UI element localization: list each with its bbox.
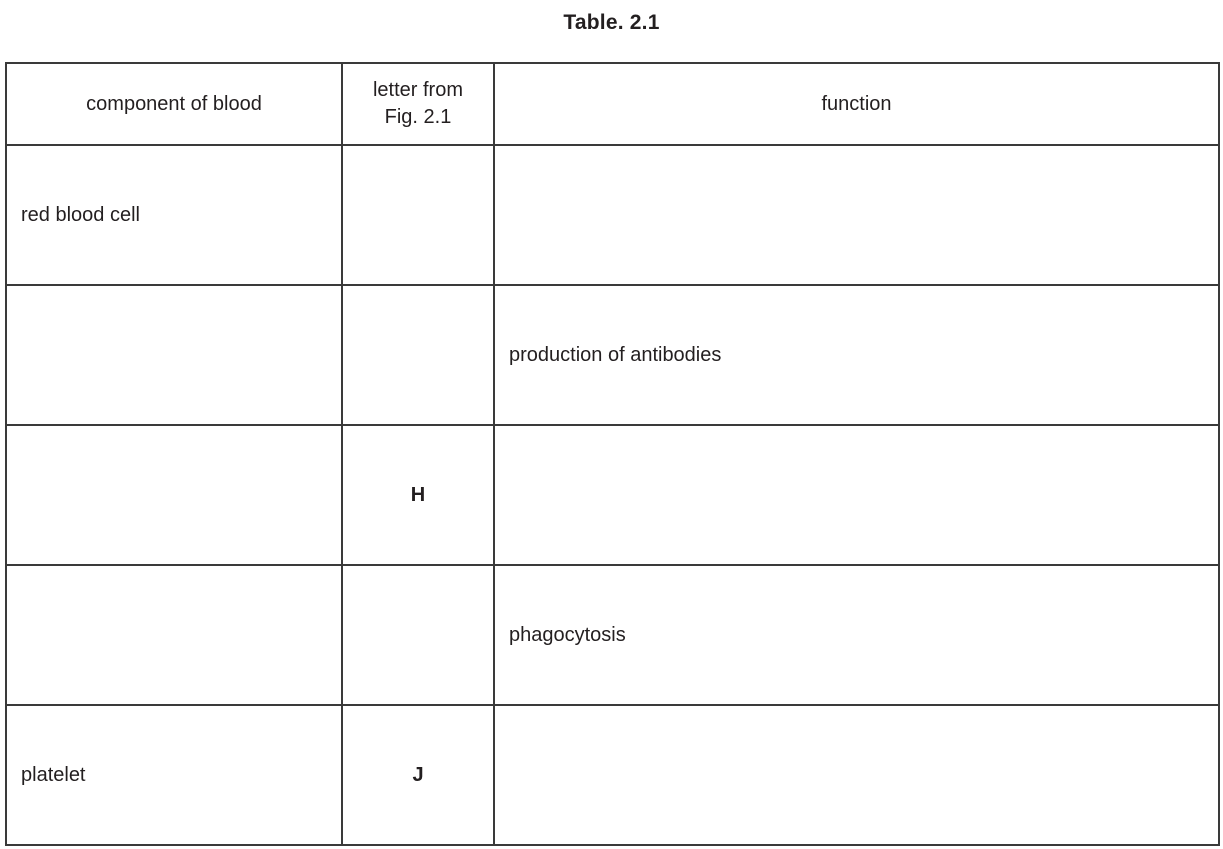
cell-letter[interactable]	[342, 285, 494, 425]
cell-function[interactable]: phagocytosis	[494, 565, 1219, 705]
cell-letter[interactable]	[342, 145, 494, 285]
table-header-row	[6, 63, 1219, 145]
cell-component[interactable]: platelet	[6, 705, 342, 845]
header-letter-line-1: letter from	[372, 79, 464, 101]
header-function: function	[494, 63, 1219, 145]
cell-letter[interactable]: H	[342, 425, 494, 565]
table-row	[6, 705, 1219, 845]
table-body	[6, 145, 1219, 845]
table-row	[6, 145, 1219, 285]
cell-function[interactable]	[494, 145, 1219, 285]
cell-function[interactable]	[494, 705, 1219, 845]
header-letter-line-2: Fig. 2.1	[384, 106, 452, 128]
table-row	[6, 285, 1219, 425]
cell-letter[interactable]: J	[342, 705, 494, 845]
cell-letter[interactable]	[342, 565, 494, 705]
header-letter-from-fig	[342, 63, 494, 145]
cell-component[interactable]	[6, 285, 342, 425]
cell-function[interactable]: production of antibodies	[494, 285, 1219, 425]
blood-components-table	[5, 62, 1220, 846]
cell-component[interactable]	[6, 425, 342, 565]
table-container	[5, 62, 1218, 846]
cell-component[interactable]: red blood cell	[6, 145, 342, 285]
table-caption: Table. 2.1	[563, 11, 660, 34]
cell-component[interactable]	[6, 565, 342, 705]
table-row	[6, 425, 1219, 565]
header-component-of-blood: component of blood	[6, 63, 342, 145]
table-row	[6, 565, 1219, 705]
cell-function[interactable]	[494, 425, 1219, 565]
